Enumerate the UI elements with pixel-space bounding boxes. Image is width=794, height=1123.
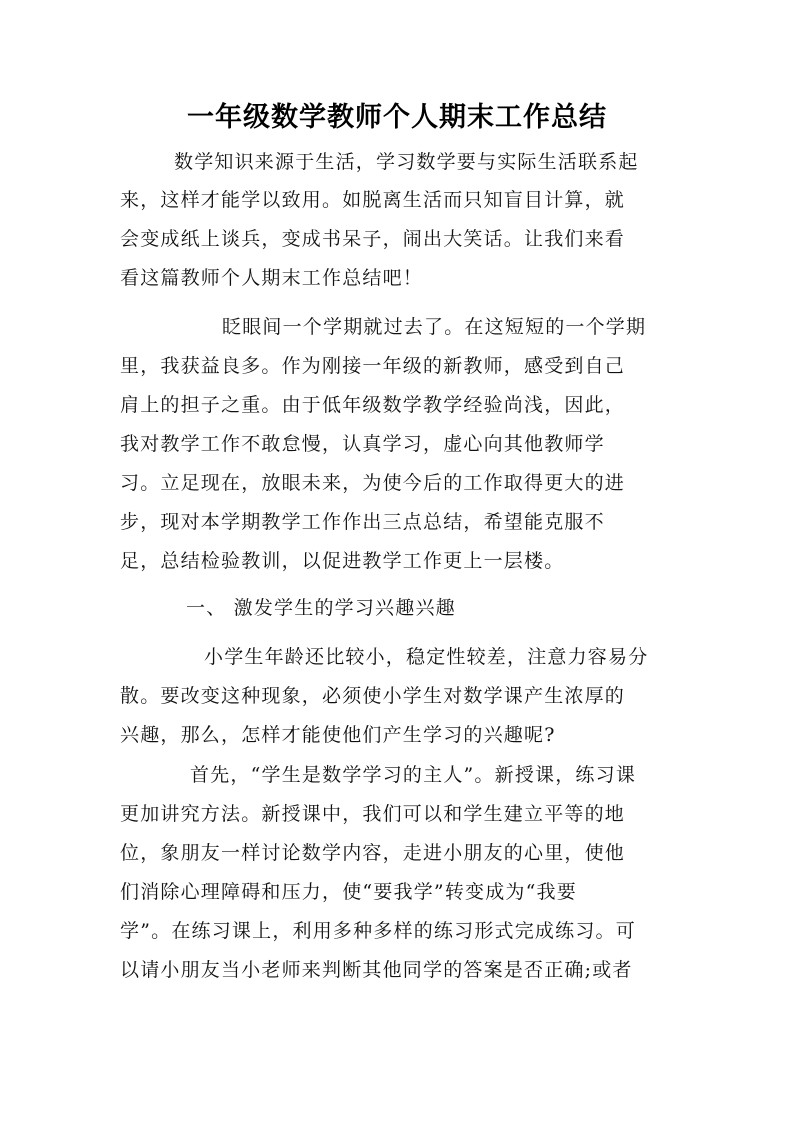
paragraph-line: 来，这样才能学以致用。如脱离生活而只知盲目计算，就 (120, 189, 626, 211)
paragraph-line: 数学知识来源于生活，学习数学要与实际生活联系起 (174, 151, 639, 173)
paragraph-line: 会变成纸上谈兵，变成书呆子，闹出大笑话。让我们来看 (120, 228, 626, 250)
paragraph-line: 兴趣，那么，怎样才能使他们产生学习的兴趣呢? (120, 724, 556, 746)
paragraph-line: 里，我获益良多。作为刚接一年级的新教师，感受到自己 (120, 355, 626, 377)
section-heading: 一、 激发学生的学习兴趣兴趣 (186, 597, 456, 619)
paragraph-line: 肩上的担子之重。由于低年级数学教学经验尚浅，因此， (120, 394, 626, 416)
paragraph-line: 眨眼间一个学期就过去了。在这短短的一个学期 (222, 316, 647, 338)
paragraph-line: 小学生年龄还比较小，稳定性较差，注意力容易分 (204, 646, 649, 668)
paragraph-line: 首先，“学生是数学学习的主人”。新授课，练习课 (190, 764, 637, 786)
paragraph-line: 步，现对本学期教学工作作出三点总结，希望能克服不 (120, 511, 605, 533)
paragraph-line: 我对教学工作不敢怠慢，认真学习，虚心向其他教师学 (120, 433, 605, 455)
paragraph-line: 看这篇教师个人期末工作总结吧！ (120, 267, 424, 289)
paragraph-line: 更加讲究方法。新授课中，我们可以和学生建立平等的地 (120, 803, 626, 825)
paragraph-line: 们消除心理障碍和压力，使“要我学”转变成为“我要 (120, 881, 577, 903)
paragraph-line: 习。立足现在，放眼未来，为使今后的工作取得更大的进 (120, 472, 626, 494)
paragraph-line: 足，总结检验教训，以促进教学工作更上一层楼。 (120, 550, 565, 572)
document-title: 一年级数学教师个人期末工作总结 (187, 102, 607, 133)
paragraph-line: 位，象朋友一样讨论数学内容，走进小朋友的心里，使他 (120, 842, 626, 864)
paragraph-line: 散。要改变这种现象，必须使小学生对数学课产生浓厚的 (120, 685, 626, 707)
paragraph-line: 学”。在练习课上，利用多种多样的练习形式完成练习。可 (120, 920, 636, 942)
paragraph-line: 以请小朋友当小老师来判断其他同学的答案是否正确;或者 (120, 959, 633, 981)
